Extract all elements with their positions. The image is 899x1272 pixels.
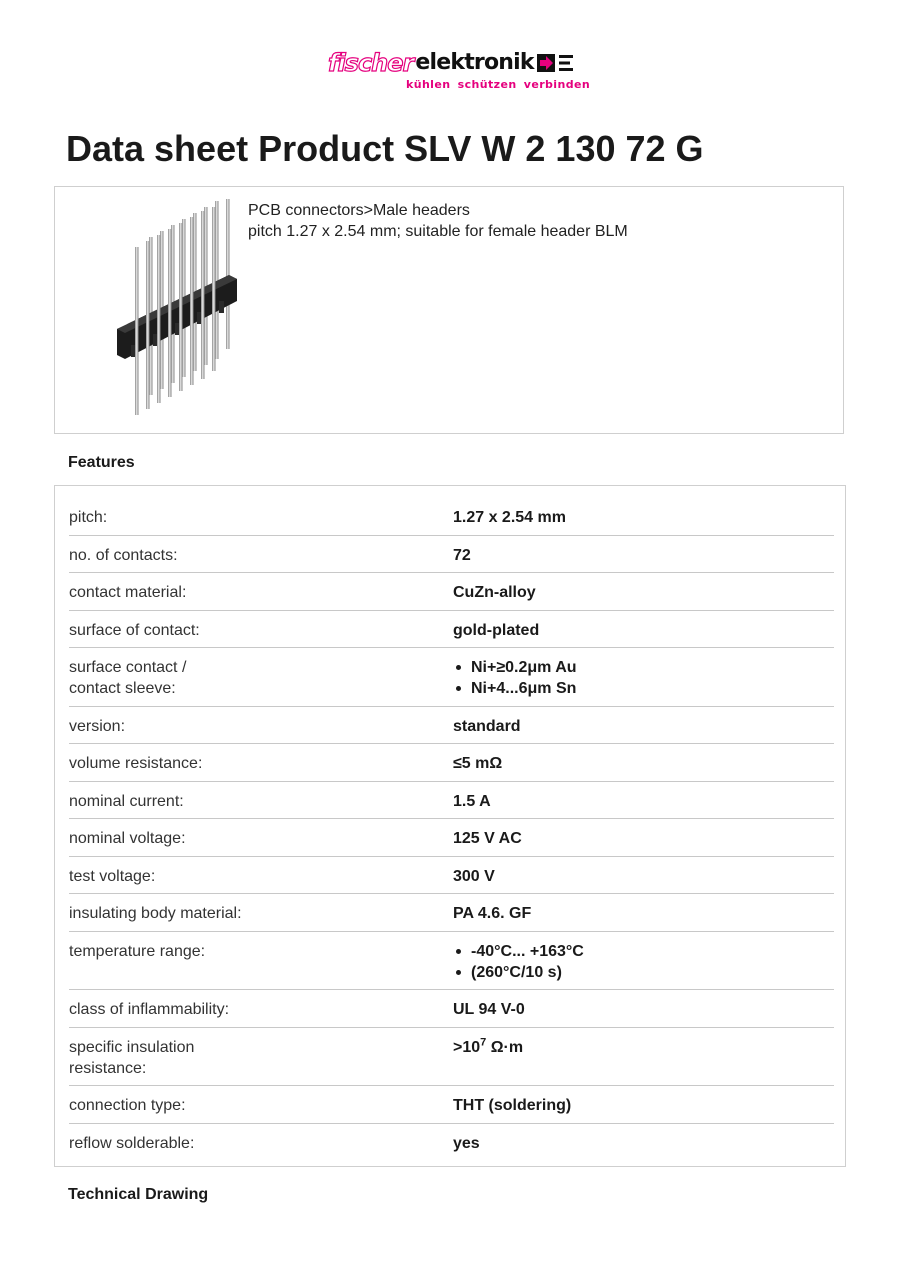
feature-value [453,1037,523,1086]
table-row [69,1086,834,1124]
feature-label-line: specific insulation [69,1038,195,1056]
feature-label [69,657,453,706]
product-description [248,200,628,242]
feature-label: pitch: [69,509,108,526]
feature-label: no. of contacts: [69,546,178,564]
feature-value: CuZn-alloy [453,584,536,601]
feature-label: surface of contact: [69,621,200,639]
table-row [69,744,834,782]
product-category: PCB connectors>Male headers [248,202,470,219]
feature-label: class of inflammability: [69,1001,230,1018]
feature-label-line: surface contact / [69,659,187,676]
features-heading: Features [68,454,135,471]
logo-word-elektronik: elektronik [415,50,534,75]
product-pitch-description: pitch 1.27 x 2.54 mm; suitable for female header BLM [248,223,628,240]
feature-value: THT (soldering) [453,1097,572,1114]
table-row [69,894,834,932]
table-row [69,648,834,707]
feature-value: gold-plated [453,621,540,639]
table-row [69,1124,834,1162]
feature-label-line: contact sleeve: [69,680,176,697]
feature-value: 1.5 A [453,792,491,810]
product-overview-box [54,186,844,434]
table-row [69,1028,834,1087]
feature-label: reflow solderable: [69,1134,195,1152]
feature-label: nominal current: [69,792,184,810]
feature-value [453,941,584,990]
feature-value: 300 V [453,867,495,885]
table-row [69,573,834,611]
value-unit: Ω·m [486,1038,524,1056]
table-row [69,498,834,536]
table-row [69,611,834,649]
table-row [69,990,834,1028]
feature-value: 72 [453,546,471,564]
features-table [54,485,846,1167]
table-row [69,819,834,857]
list-item: Ni+≥0.2μm Au [453,657,577,678]
logo-word-fischer: fischer [328,49,414,77]
feature-label: nominal voltage: [69,830,186,847]
feature-label: test voltage: [69,867,156,885]
table-row [69,782,834,820]
list-item: (260°C/10 s) [453,962,584,983]
feature-value: ≤5 mΩ [453,755,503,772]
list-item: -40°C... +163°C [453,941,584,962]
feature-label: volume resistance: [69,755,203,772]
feature-label: insulating body material: [69,905,242,922]
feature-value: 1.27 x 2.54 mm [453,509,566,526]
feature-value [453,657,577,706]
page-title: Data sheet Product SLV W 2 130 72 G [66,128,704,169]
technical-drawing-heading: Technical Drawing [68,1186,209,1203]
table-row [69,536,834,574]
feature-label: connection type: [69,1097,186,1114]
male-header-connector-image [117,199,247,419]
fischer-elektronik-logo [328,49,591,94]
table-row [69,932,834,991]
feature-value: standard [453,717,521,735]
logo-tagline: kühlen schützen verbinden [406,78,591,91]
feature-label: version: [69,717,126,735]
fischer-arrow-logo-icon [537,52,577,74]
feature-label: temperature range: [69,942,206,960]
feature-value: 125 V AC [453,830,522,847]
table-row [69,857,834,895]
feature-value: UL 94 V-0 [453,1001,525,1018]
feature-value: PA 4.6. GF [453,905,532,922]
value-base: >10 [453,1038,481,1056]
value-exponent: 7 [480,1036,487,1049]
feature-value: yes [453,1134,480,1152]
list-item: Ni+4...6μm Sn [453,678,577,699]
feature-label-line: resistance: [69,1059,147,1077]
feature-label [69,1037,453,1086]
table-row [69,707,834,745]
feature-label: contact material: [69,584,187,601]
